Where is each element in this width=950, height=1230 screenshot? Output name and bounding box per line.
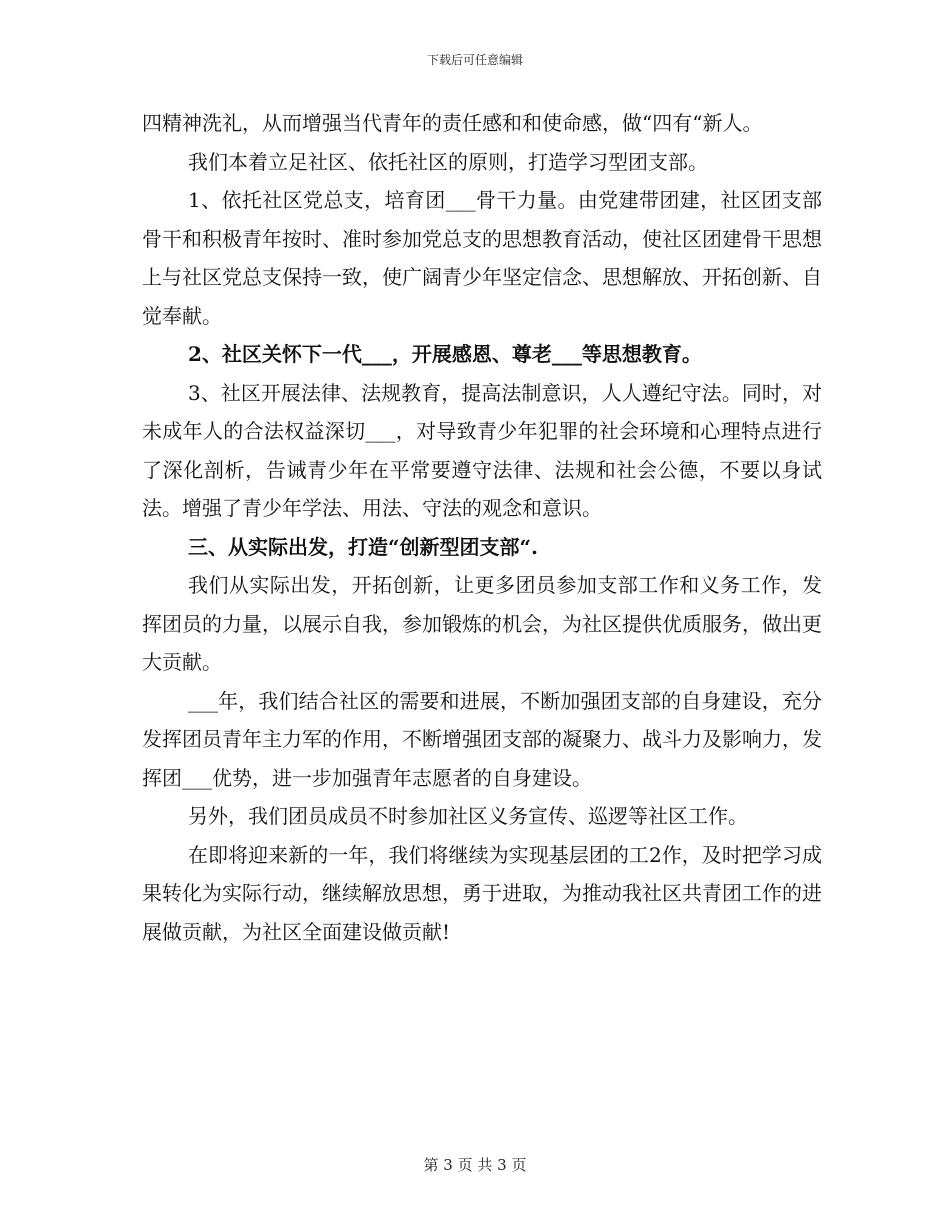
page-number: 第 3 页 共 3 页	[423, 1156, 527, 1174]
paragraph-additional: 另外，我们团员成员不时参加社区义务宣传、巡逻等社区工作。	[188, 804, 748, 828]
paragraph-item-3: 3、社区开展法律、法规教育，提高法制意识，人人遵纪守法。同时，对未成年人的合法权益深切___，对导致青少年犯罪的社会环境和心理特点进行了深化剖析，告诫青少年在平常要遵守法律、法规和社会公德，不要以身试法。增强了青少年学法、用法、守法的观念和意识。	[142, 380, 822, 520]
paragraph-outlook: 在即将迎来新的一年，我们将继续为实现基层团的工2作，及时把学习成果转化为实际行动，继续解放思想，勇于进取，为推动我社区共青团工作的进展做贡献，为社区全面建设做贡献!	[142, 842, 822, 944]
header-note: 下载后可任意编辑	[426, 53, 523, 67]
paragraph-intro: 我们本着立足社区、依托社区的原则，打造学习型团支部。	[188, 149, 708, 174]
paragraph-continuation: 四精神洗礼，从而增强当代青年的责任感和和使命感，做“四有“新人。	[142, 111, 763, 135]
document-body	[142, 104, 822, 951]
paragraph-item-1: 1、依托社区党总支，培育团___骨干力量。由党建带团建，社区团支部骨干和积极青年按时、准时参加党总支的思想教育活动，使社区团建骨干思想上与社区党总支保持一致，使广阔青少年坚定信念、思想解放、开拓创新、自觉奉献。	[142, 188, 822, 328]
paragraph-year-review: ___年，我们结合社区的需要和进展，不断加强团支部的自身建设，充分发挥团员青年主力军的作用，不断增强团支部的凝聚力、战斗力及影响力，发挥团___优势，进一步加强青年志愿者的自身建设。	[142, 688, 822, 790]
paragraph-innovation: 我们从实际出发，开拓创新，让更多团员参加支部工作和义务工作，发挥团员的力量，以展示自我，参加锻炼的机会，为社区提供优质服务，做出更大贡献。	[142, 573, 822, 674]
section-heading-3: 三、从实际出发，打造“创新型团支部“.	[188, 534, 538, 559]
paragraph-item-2: 2、社区关怀下一代___，开展感恩、尊老___等思想教育。	[188, 342, 702, 366]
